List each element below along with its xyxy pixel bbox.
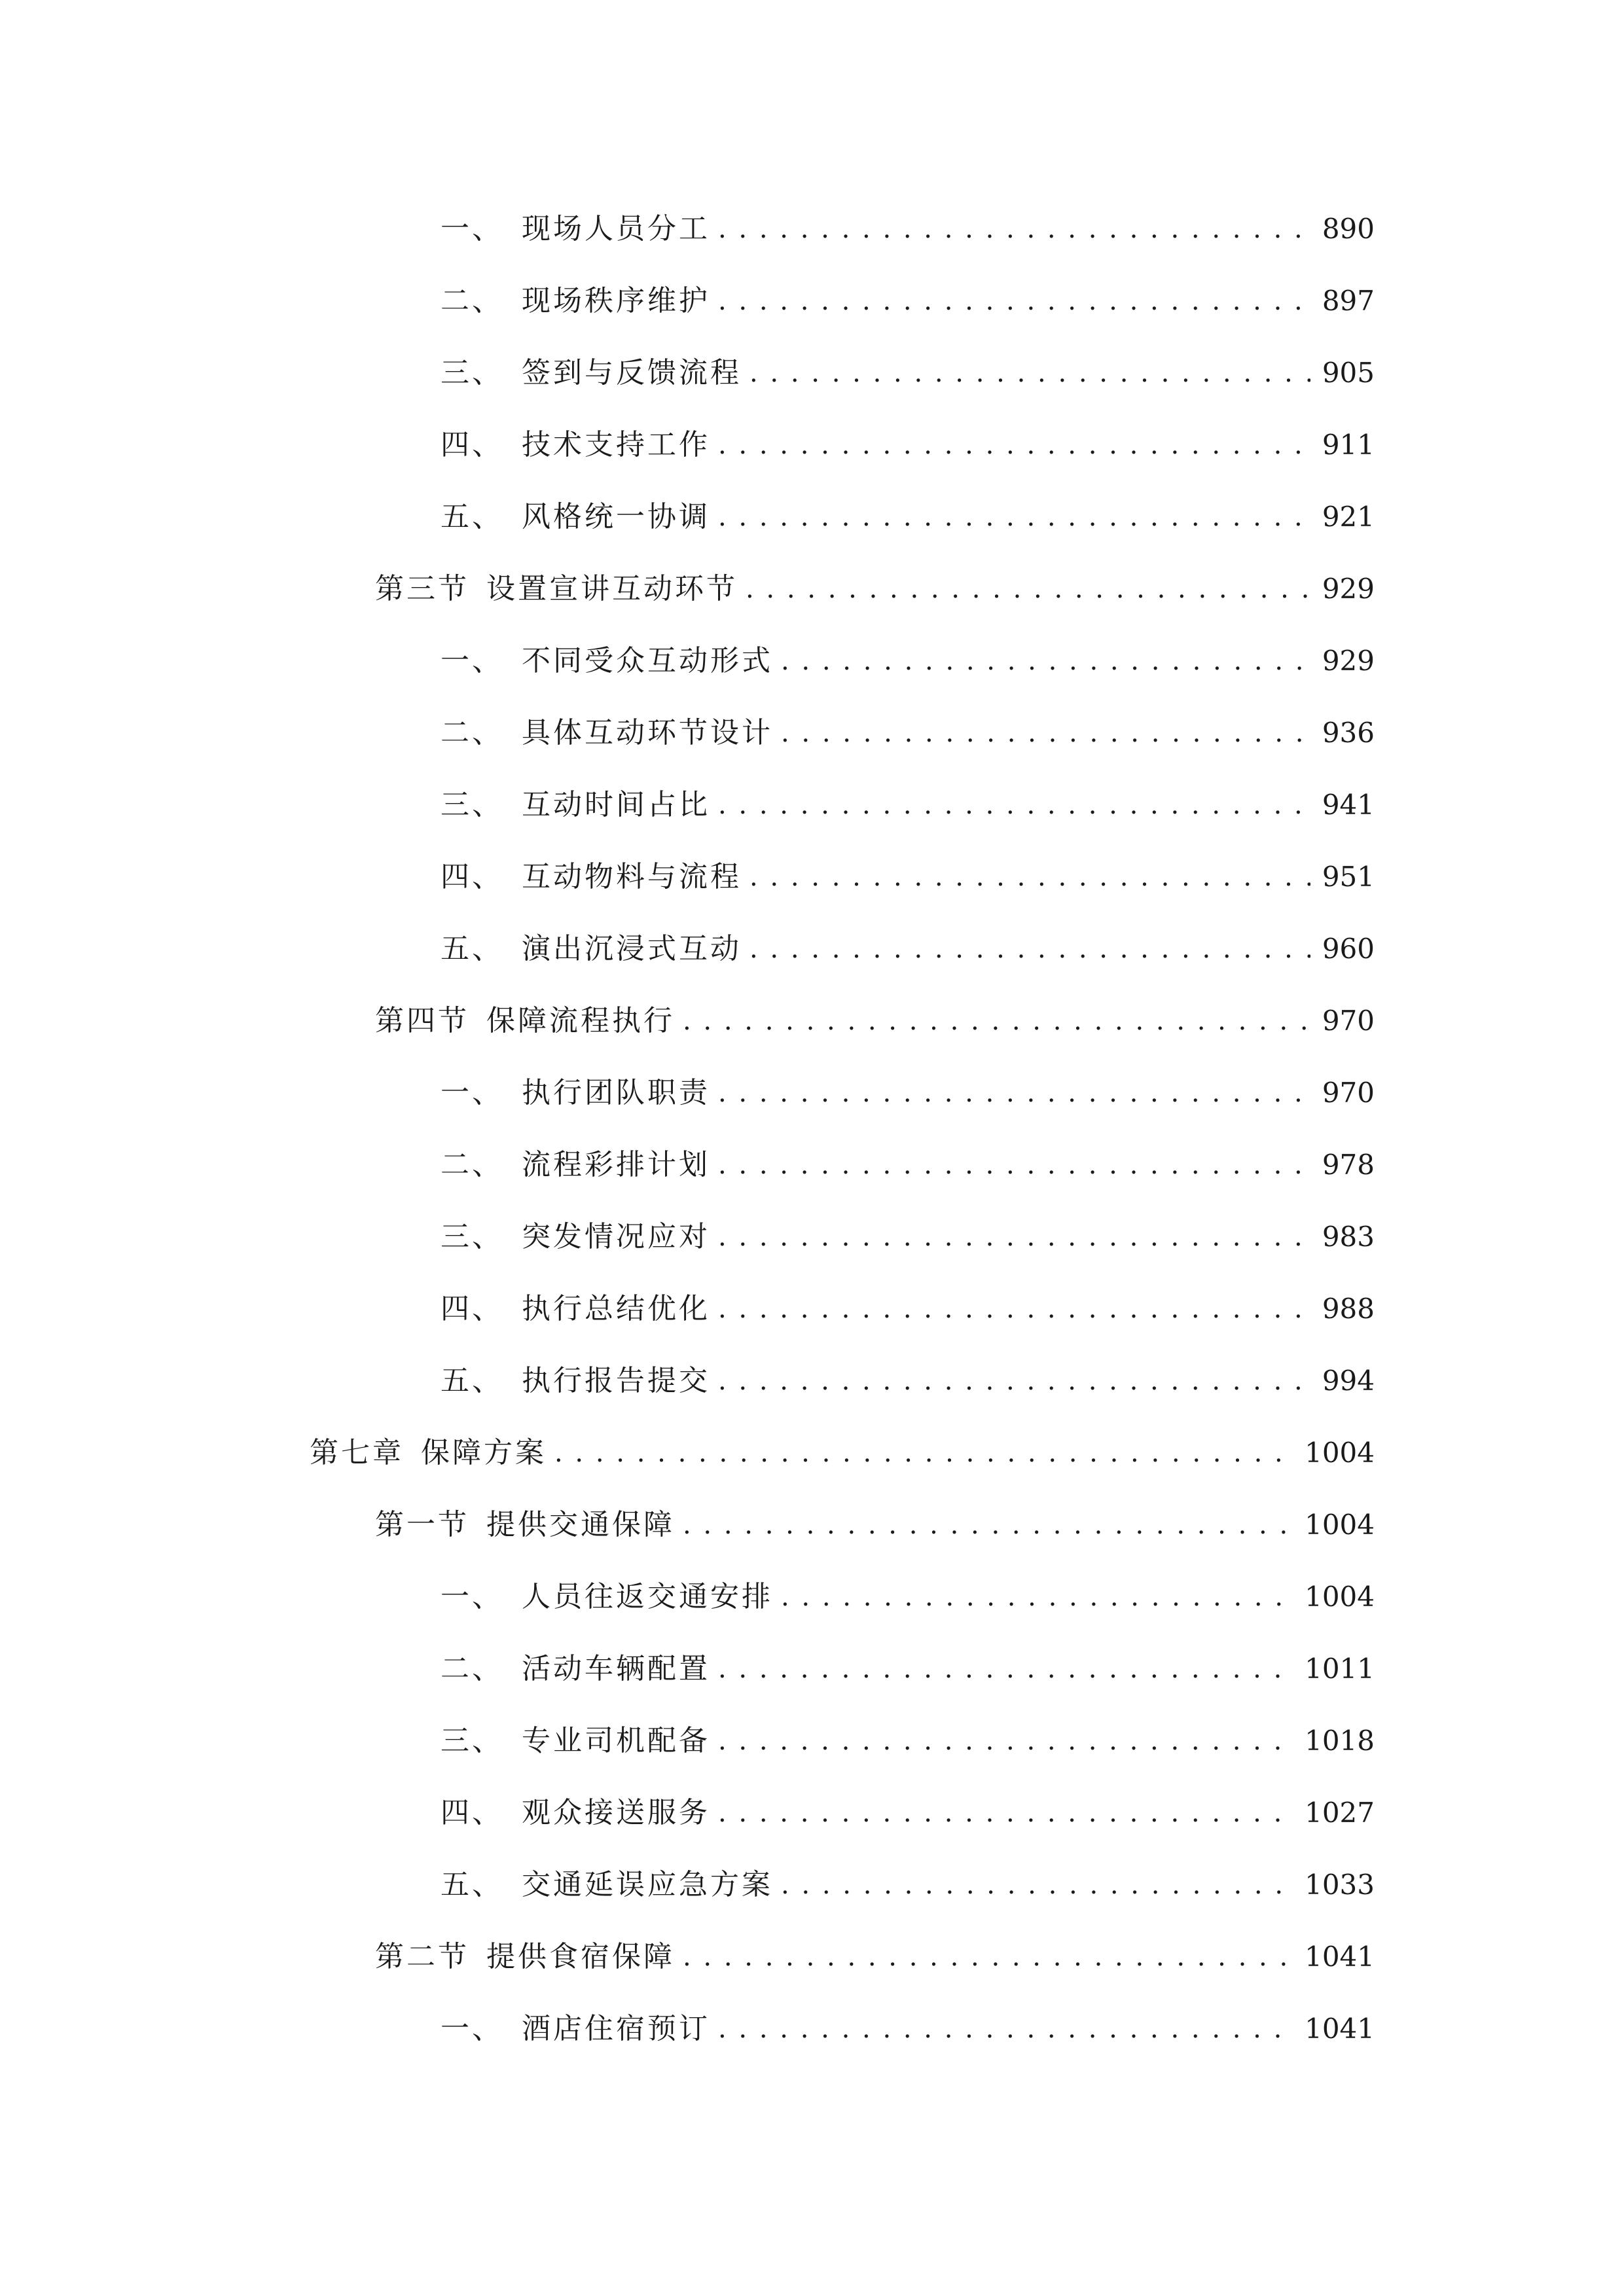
dot-leader: [718, 1717, 1293, 1765]
entry-title: 保障方案: [421, 1436, 547, 1469]
entry-title: 执行报告提交: [522, 1364, 710, 1397]
toc-entry[interactable]: [441, 1213, 1375, 1261]
entry-title: 人员往返交通安排: [522, 1580, 773, 1613]
dot-leader: [718, 422, 1310, 469]
entry-page-number: 941: [1322, 789, 1375, 821]
dot-leader: [718, 206, 1310, 253]
entry-title: 执行总结优化: [522, 1292, 710, 1325]
entry-number: 二、: [441, 1652, 503, 1685]
dot-leader: [718, 1069, 1310, 1117]
entry-title: 互动时间占比: [522, 788, 710, 821]
toc-entry[interactable]: [441, 781, 1375, 829]
entry-title: 流程彩排计划: [522, 1148, 710, 1181]
entry-title: 演出沉浸式互动: [522, 932, 742, 965]
toc-entry[interactable]: [441, 1069, 1375, 1117]
dot-leader: [718, 278, 1310, 325]
toc-entry[interactable]: [441, 1861, 1375, 1909]
dot-leader: [781, 1573, 1293, 1621]
dot-leader: [749, 925, 1310, 973]
entry-page-number: 951: [1322, 861, 1375, 893]
entry-page-number: 1011: [1305, 1653, 1375, 1685]
entry-number: 一、: [441, 212, 503, 245]
entry-number: 第一节: [375, 1508, 469, 1541]
toc-entry[interactable]: [375, 997, 1375, 1045]
entry-page-number: 988: [1322, 1293, 1375, 1325]
toc-entry[interactable]: [441, 637, 1375, 685]
entry-page-number: 890: [1322, 213, 1375, 245]
entry-title: 观众接送服务: [522, 1796, 710, 1829]
toc-entry[interactable]: [375, 565, 1375, 613]
toc-entry[interactable]: [441, 1573, 1375, 1621]
entry-title: 不同受众互动形式: [522, 644, 773, 677]
entry-page-number: 994: [1322, 1365, 1375, 1397]
dot-leader: [683, 1501, 1293, 1549]
dot-leader: [781, 1861, 1293, 1909]
entry-number: 一、: [441, 1580, 503, 1613]
entry-number: 三、: [441, 1724, 503, 1757]
entry-page-number: 970: [1322, 1005, 1375, 1037]
dot-leader: [718, 1645, 1293, 1693]
entry-title: 提供交通保障: [486, 1508, 675, 1541]
toc-entry[interactable]: [441, 1645, 1375, 1693]
entry-title: 提供食宿保障: [486, 1940, 675, 1973]
entry-page-number: 921: [1322, 501, 1375, 533]
entry-number: 五、: [441, 932, 503, 965]
entry-title: 现场秩序维护: [522, 284, 710, 317]
dot-leader: [718, 1789, 1293, 1837]
entry-number: 第三节: [375, 572, 469, 605]
dot-leader: [683, 997, 1310, 1045]
entry-number: 四、: [441, 428, 503, 461]
entry-number: 三、: [441, 788, 503, 821]
entry-page-number: 911: [1322, 429, 1375, 461]
dot-leader: [781, 709, 1310, 757]
entry-page-number: 936: [1322, 717, 1375, 749]
entry-page-number: 983: [1322, 1221, 1375, 1253]
toc-entry[interactable]: [375, 1501, 1375, 1549]
entry-title: 签到与反馈流程: [522, 356, 742, 389]
entry-title: 活动车辆配置: [522, 1652, 710, 1685]
entry-title: 执行团队职责: [522, 1076, 710, 1109]
entry-title: 风格统一协调: [522, 500, 710, 533]
entry-title: 酒店住宿预订: [522, 2012, 710, 2045]
entry-number: 一、: [441, 2012, 503, 2045]
entry-page-number: 929: [1322, 645, 1375, 677]
entry-page-number: 1027: [1305, 1797, 1375, 1829]
toc-entry[interactable]: [441, 1717, 1375, 1765]
dot-leader: [718, 1141, 1310, 1189]
dot-leader: [718, 1357, 1310, 1405]
dot-leader: [746, 565, 1310, 613]
dot-leader: [718, 1285, 1310, 1333]
toc-entry[interactable]: [441, 1357, 1375, 1405]
entry-page-number: 905: [1322, 357, 1375, 389]
entry-number: 第四节: [375, 1004, 469, 1037]
entry-title: 现场人员分工: [522, 212, 710, 245]
entry-number: 第二节: [375, 1940, 469, 1973]
dot-leader: [683, 1933, 1293, 1981]
entry-page-number: 978: [1322, 1149, 1375, 1181]
entry-number: 五、: [441, 500, 503, 533]
dot-leader: [749, 853, 1310, 901]
toc-entry[interactable]: [441, 925, 1375, 973]
toc-entry[interactable]: [441, 2005, 1375, 2053]
entry-title: 交通延误应急方案: [522, 1868, 773, 1901]
toc-entry[interactable]: [310, 1429, 1375, 1477]
dot-leader: [749, 350, 1310, 397]
toc-entry[interactable]: [441, 206, 1375, 253]
entry-number: 一、: [441, 644, 503, 677]
dot-leader: [718, 1213, 1310, 1261]
entry-title: 互动物料与流程: [522, 860, 742, 893]
entry-page-number: 1004: [1305, 1437, 1375, 1469]
entry-title: 具体互动环节设计: [522, 716, 773, 749]
entry-page-number: 1004: [1305, 1509, 1375, 1541]
entry-page-number: 1041: [1305, 1941, 1375, 1973]
dot-leader: [718, 493, 1310, 541]
entry-number: 二、: [441, 1148, 503, 1181]
entry-number: 二、: [441, 716, 503, 749]
toc-entry[interactable]: [441, 709, 1375, 757]
entry-page-number: 1041: [1305, 2013, 1375, 2045]
toc-entry[interactable]: [441, 278, 1375, 325]
entry-number: 二、: [441, 284, 503, 317]
entry-number: 五、: [441, 1868, 503, 1901]
entry-page-number: 1004: [1305, 1581, 1375, 1613]
entry-number: 三、: [441, 1220, 503, 1253]
entry-page-number: 960: [1322, 933, 1375, 965]
dot-leader: [718, 2005, 1293, 2053]
entry-number: 三、: [441, 356, 503, 389]
toc-entry[interactable]: [441, 853, 1375, 901]
toc-entry[interactable]: [375, 1933, 1375, 1981]
toc-entry[interactable]: [441, 1285, 1375, 1333]
entry-page-number: 897: [1322, 285, 1375, 317]
entry-title: 设置宣讲互动环节: [486, 572, 738, 605]
entry-page-number: 1033: [1305, 1869, 1375, 1901]
entry-number: 五、: [441, 1364, 503, 1397]
entry-number: 一、: [441, 1076, 503, 1109]
entry-number: 四、: [441, 1292, 503, 1325]
entry-page-number: 1018: [1305, 1725, 1375, 1757]
dot-leader: [781, 637, 1310, 685]
toc-entry[interactable]: [441, 1789, 1375, 1837]
dot-leader: [718, 781, 1310, 829]
dot-leader: [554, 1429, 1293, 1477]
toc-entry[interactable]: [441, 1141, 1375, 1189]
entry-title: 突发情况应对: [522, 1220, 710, 1253]
entry-title: 保障流程执行: [486, 1004, 675, 1037]
entry-page-number: 970: [1322, 1077, 1375, 1109]
entry-page-number: 929: [1322, 573, 1375, 605]
toc-entry[interactable]: [441, 493, 1375, 541]
entry-number: 第七章: [310, 1436, 404, 1469]
entry-number: 四、: [441, 1796, 503, 1829]
toc-entry[interactable]: [441, 422, 1375, 469]
entry-title: 专业司机配备: [522, 1724, 710, 1757]
entry-title: 技术支持工作: [522, 428, 710, 461]
toc-entry[interactable]: [441, 350, 1375, 397]
entry-number: 四、: [441, 860, 503, 893]
